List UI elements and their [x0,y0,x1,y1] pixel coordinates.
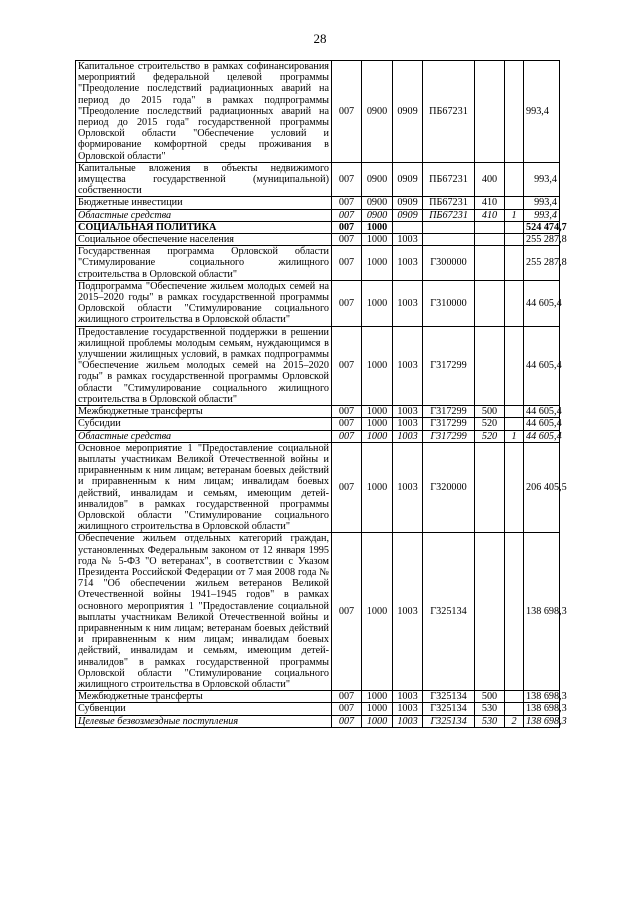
row-section-code: 1000 [362,406,393,418]
row-expense-type [475,442,505,533]
row-amount: 44 605,4 [524,430,560,442]
row-subsection-code: 1003 [393,326,423,405]
row-grbs-code: 007 [332,715,362,727]
row-name: Субвенции [76,703,332,715]
row-grbs-code: 007 [332,418,362,430]
row-grbs-code: 007 [332,221,362,233]
table-row [76,442,560,533]
row-target-article: Г317299 [423,430,475,442]
row-target-article: Г325134 [423,703,475,715]
row-section-code: 1000 [362,715,393,727]
row-subsection-code: 0909 [393,197,423,209]
row-target-article: Г325134 [423,715,475,727]
row-name: Социальное обеспечение населения [76,234,332,246]
row-name: Межбюджетные трансферты [76,406,332,418]
row-funding-source [505,61,524,163]
row-section-code: 0900 [362,209,393,221]
row-grbs-code: 007 [332,234,362,246]
row-section-code: 1000 [362,533,393,691]
row-section-code: 1000 [362,442,393,533]
row-name: Государственная программа Орловской области "Стимулирование социального жилищного строительства в Орловской области" [76,246,332,281]
row-target-article: Г300000 [423,246,475,281]
table-row [76,418,560,430]
row-amount: 44 605,4 [524,418,560,430]
row-target-article: Г325134 [423,533,475,691]
row-section-code: 1000 [362,418,393,430]
table-row [76,326,560,405]
row-grbs-code: 007 [332,197,362,209]
row-subsection-code: 1003 [393,715,423,727]
table-row [76,703,560,715]
row-amount: 44 605,4 [524,280,560,326]
row-expense-type [475,280,505,326]
row-amount: 44 605,4 [524,406,560,418]
row-funding-source [505,691,524,703]
row-expense-type: 520 [475,430,505,442]
row-grbs-code: 007 [332,209,362,221]
table-row [76,430,560,442]
row-funding-source [505,418,524,430]
row-expense-type: 400 [475,162,505,197]
row-target-article [423,234,475,246]
row-funding-source [505,280,524,326]
row-amount: 206 405,5 [524,442,560,533]
row-amount: 524 474,7 [524,221,560,233]
row-grbs-code: 007 [332,162,362,197]
row-amount: 255 287,8 [524,234,560,246]
row-section-code: 1000 [362,326,393,405]
table-row [76,246,560,281]
row-expense-type: 530 [475,715,505,727]
row-target-article: Г317299 [423,418,475,430]
row-name: Капитальные вложения в объекты недвижимого имущества государственной (муниципальной) собственности [76,162,332,197]
row-subsection-code: 0909 [393,61,423,163]
row-section-code: 0900 [362,197,393,209]
row-grbs-code: 007 [332,280,362,326]
table-row [76,715,560,727]
row-subsection-code: 1003 [393,406,423,418]
row-expense-type: 530 [475,703,505,715]
row-subsection-code: 0909 [393,162,423,197]
row-name: Бюджетные инвестиции [76,197,332,209]
row-section-code: 0900 [362,162,393,197]
row-expense-type [475,61,505,163]
row-amount: 993,4 [524,197,560,209]
table-row [76,61,560,163]
row-subsection-code: 1003 [393,442,423,533]
row-section-code: 1000 [362,246,393,281]
row-section-code: 1000 [362,221,393,233]
row-amount: 255 287,8 [524,246,560,281]
row-subsection-code: 1003 [393,691,423,703]
table-row [76,406,560,418]
row-expense-type: 410 [475,209,505,221]
row-funding-source [505,326,524,405]
row-funding-source [505,234,524,246]
row-funding-source: 1 [505,430,524,442]
row-funding-source [505,442,524,533]
row-name: Областные средства [76,430,332,442]
page-number: 28 [313,31,327,46]
row-subsection-code: 1003 [393,703,423,715]
row-target-article [423,221,475,233]
row-section-code: 0900 [362,61,393,163]
row-target-article: Г310000 [423,280,475,326]
table-row [76,533,560,691]
row-amount: 993,4 [524,61,560,163]
row-grbs-code: 007 [332,442,362,533]
row-expense-type [475,326,505,405]
row-expense-type [475,221,505,233]
row-funding-source [505,246,524,281]
row-grbs-code: 007 [332,533,362,691]
row-funding-source [505,533,524,691]
table-row [76,197,560,209]
row-grbs-code: 007 [332,703,362,715]
row-funding-source [505,162,524,197]
row-target-article: ПБ67231 [423,61,475,163]
row-subsection-code: 1003 [393,430,423,442]
row-target-article: ПБ67231 [423,162,475,197]
row-section-code: 1000 [362,691,393,703]
row-subsection-code [393,221,423,233]
row-funding-source: 1 [505,209,524,221]
row-expense-type [475,234,505,246]
table-row [76,691,560,703]
row-subsection-code: 1003 [393,246,423,281]
row-subsection-code: 1003 [393,280,423,326]
row-grbs-code: 007 [332,691,362,703]
row-grbs-code: 007 [332,406,362,418]
row-name: Субсидии [76,418,332,430]
row-subsection-code: 0909 [393,209,423,221]
row-name: Подпрограмма "Обеспечение жильем молодых семей на 2015–2020 годы" в рамках государственной программы Орловской области "Стимулирование социального жилищного строительства в Орловской области" [76,280,332,326]
row-funding-source [505,221,524,233]
row-section-code: 1000 [362,234,393,246]
row-amount: 138 698,3 [524,703,560,715]
row-name: Основное мероприятие 1 "Предоставление социальной выплаты участникам Великой Отечественной войны и приравненным к ним лицам; ветеранам боевых действий и приравненным к ним лицам; инвалидам боевых действий, инвалидам и семьям, имеющим детей-инвалидов" в рамках государственной программы Орловской области "Стимулирование социального жилищного строительства в Орловской области" [76,442,332,533]
row-section-code: 1000 [362,430,393,442]
row-name: Обеспечение жильем отдельных категорий граждан, установленных Федеральным законом от 12 января 1995 года № 5-ФЗ "О ветеранах", в соответствии с Указом Президента Российской Федерации от 7 мая 2008 года № 714 "Об обеспечении жильем ветеранов Великой Отечественной войны 1941–1945 годов" в рамках основного мероприятия 1 "Предоставление социальной выплаты участникам Великой Отечественной войны и приравненным к ним лицам; ветеранам боевых действий и приравненным к ним лицам; инвалидам боевых действий, инвалидам и семьям, имеющим детей-инвалидов" в рамках государственной программы Орловской области "Стимулирование социального жилищного строительства в Орловской области" [76,533,332,691]
row-expense-type: 500 [475,406,505,418]
row-target-article: ПБ67231 [423,209,475,221]
row-amount: 138 698,3 [524,715,560,727]
row-subsection-code: 1003 [393,234,423,246]
row-section-code: 1000 [362,703,393,715]
table-row [76,234,560,246]
row-name: СОЦИАЛЬНАЯ ПОЛИТИКА [76,221,332,233]
row-expense-type: 500 [475,691,505,703]
row-subsection-code: 1003 [393,533,423,691]
row-amount: 993,4 [524,162,560,197]
row-expense-type [475,246,505,281]
row-amount: 138 698,3 [524,691,560,703]
row-target-article: Г325134 [423,691,475,703]
table-row [76,280,560,326]
row-grbs-code: 007 [332,246,362,281]
row-name: Капитальное строительство в рамках софинансирования мероприятий федеральной целевой программы "Преодоление последствий радиационных аварий на период до 2015 года" в рамках подпрограммы "Преодоление последствий радиационных аварий на период до 2015 года" государственной программы Орловской области "Обеспечение условий и формирование комфортной среды проживания в Орловской области" [76,61,332,163]
row-grbs-code: 007 [332,326,362,405]
row-grbs-code: 007 [332,61,362,163]
row-target-article: Г317299 [423,326,475,405]
row-subsection-code: 1003 [393,418,423,430]
row-funding-source [505,703,524,715]
table-row [76,221,560,233]
row-name: Межбюджетные трансферты [76,691,332,703]
row-section-code: 1000 [362,280,393,326]
row-amount: 138 698,3 [524,533,560,691]
table-row [76,209,560,221]
row-name: Областные средства [76,209,332,221]
row-name: Предоставление государственной поддержки в решении жилищной проблемы молодым семьям, нуждающимся в улучшении жилищных условий, в рамках подпрограммы "Обеспечение жильем молодых семей на 2015–2020 годы" в рамках государственной программы Орловской области "Стимулирование социального жилищного строительства в Орловской области" [76,326,332,405]
row-grbs-code: 007 [332,430,362,442]
row-expense-type [475,533,505,691]
table-body [76,61,567,728]
row-name: Целевые безвозмездные поступления [76,715,332,727]
table-row [76,162,560,197]
row-target-article: ПБ67231 [423,197,475,209]
row-amount: 44 605,4 [524,326,560,405]
row-expense-type: 410 [475,197,505,209]
row-funding-source: 2 [505,715,524,727]
row-funding-source [505,406,524,418]
row-amount: 993,4 [524,209,560,221]
row-expense-type: 520 [475,418,505,430]
budget-table [75,60,567,728]
row-target-article: Г317299 [423,406,475,418]
row-target-article: Г320000 [423,442,475,533]
row-funding-source [505,197,524,209]
